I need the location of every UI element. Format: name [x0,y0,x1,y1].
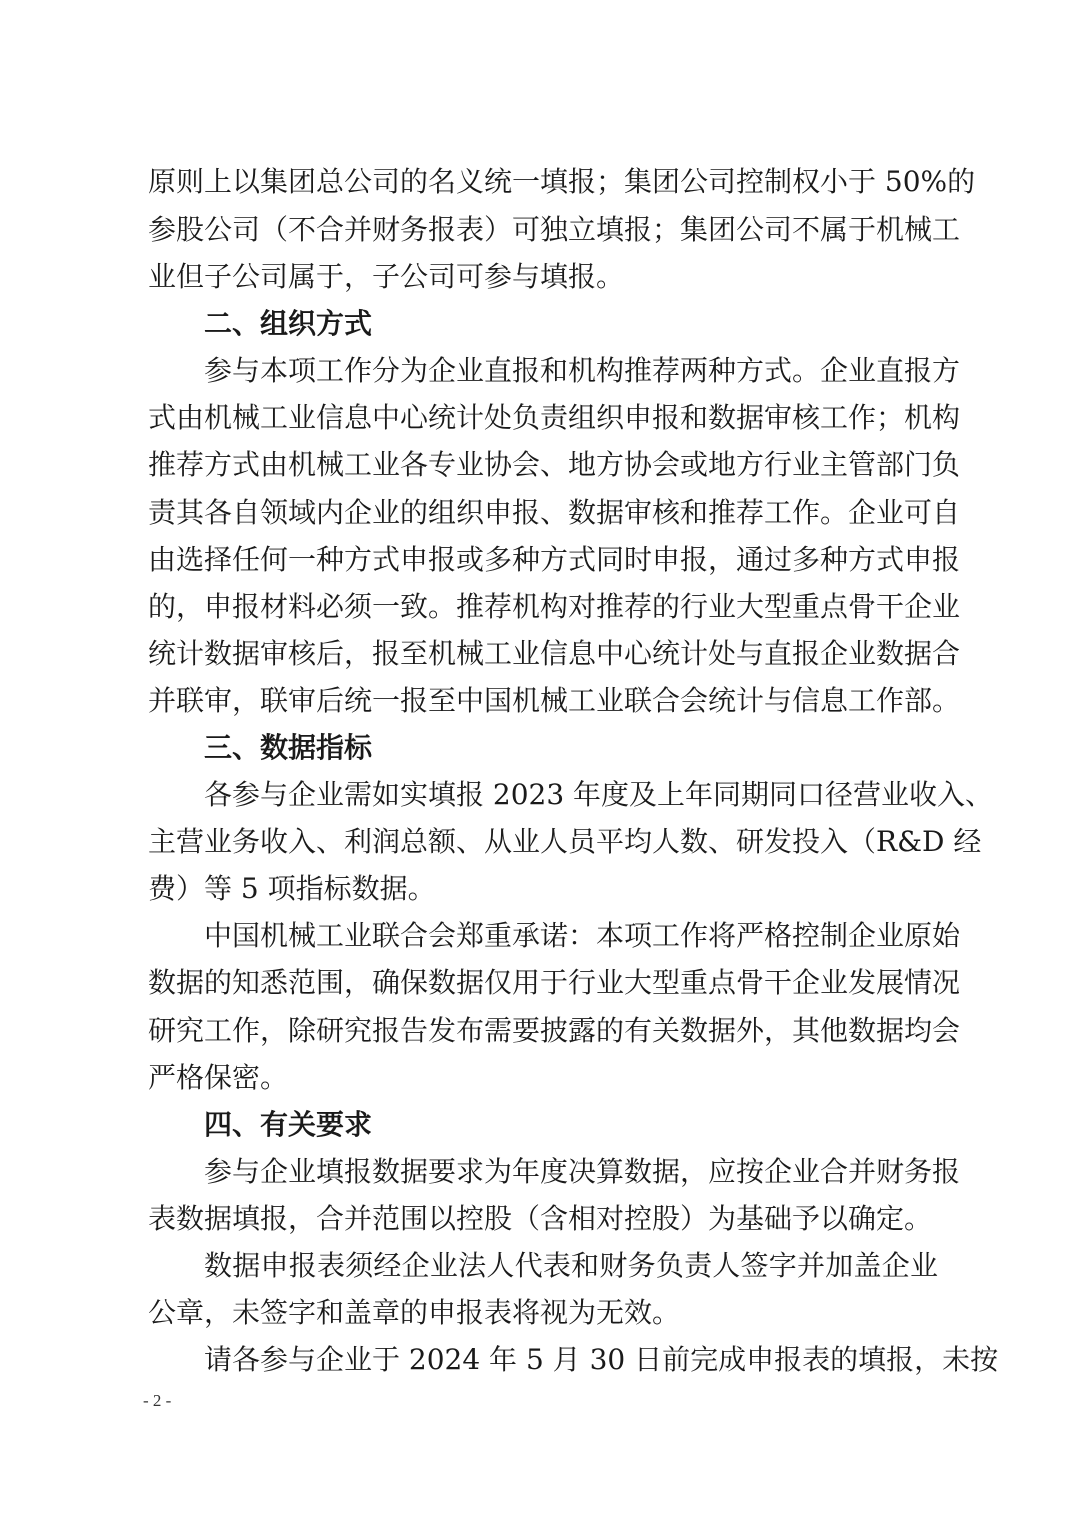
paragraph-line: 业但子公司属于，子公司可参与填报。 [148,260,625,293]
paragraph-line: 统计数据审核后，报至机械工业信息中心统计处与直报企业数据合 [148,637,961,670]
paragraph-line: 并联审，联审后统一报至中国机械工业联合会统计与信息工作部。 [148,684,961,717]
paragraph-line: 公章，未签字和盖章的申报表将视为无效。 [148,1296,681,1329]
paragraph-line: 参与企业填报数据要求为年度决算数据，应按企业合并财务报 [204,1155,961,1188]
section-heading-data-indicators: 三、数据指标 [204,731,373,764]
page-number: - 2 - [143,1391,172,1410]
paragraph-line: 式由机械工业信息中心统计处负责组织申报和数据审核工作；机构 [148,401,961,434]
paragraph-line: 推荐方式由机械工业各专业协会、地方协会或地方行业主管部门负 [148,448,961,481]
paragraph-line: 主营业务收入、利润总额、从业人员平均人数、研发投入（R&D 经 [148,825,982,858]
paragraph-line: 各参与企业需如实填报 2023 年度及上年同期同口径营业收入、 [204,778,994,811]
paragraph-line: 参股公司（不合并财务报表）可独立填报；集团公司不属于机械工 [148,213,961,246]
paragraph-line: 中国机械工业联合会郑重承诺：本项工作将严格控制企业原始 [204,919,961,952]
section-heading-organization: 二、组织方式 [204,307,373,340]
paragraph-line: 的，申报材料必须一致。推荐机构对推荐的行业大型重点骨干企业 [148,590,961,623]
paragraph-line: 严格保密。 [148,1061,289,1094]
paragraph-line: 表数据填报，合并范围以控股（含相对控股）为基础予以确定。 [148,1202,933,1235]
paragraph-line: 数据申报表须经企业法人代表和财务负责人签字并加盖企业 [204,1249,938,1282]
paragraph-line: 由选择任何一种方式申报或多种方式同时申报，通过多种方式申报 [148,543,961,576]
paragraph-line: 参与本项工作分为企业直报和机构推荐两种方式。企业直报方 [204,354,961,387]
paragraph-line: 数据的知悉范围，确保数据仅用于行业大型重点骨干企业发展情况 [148,966,961,999]
paragraph-line: 请各参与企业于 2024 年 5 月 30 日前完成申报表的填报，未按 [204,1343,999,1376]
section-heading-requirements: 四、有关要求 [204,1108,373,1141]
paragraph-line: 原则上以集团总公司的名义统一填报；集团公司控制权小于 50%的 [148,165,976,198]
paragraph-line: 责其各自领域内企业的组织申报、数据审核和推荐工作。企业可自 [148,496,961,529]
paragraph-line: 研究工作，除研究报告发布需要披露的有关数据外，其他数据均会 [148,1014,961,1047]
paragraph-line: 费）等 5 项指标数据。 [148,872,436,905]
